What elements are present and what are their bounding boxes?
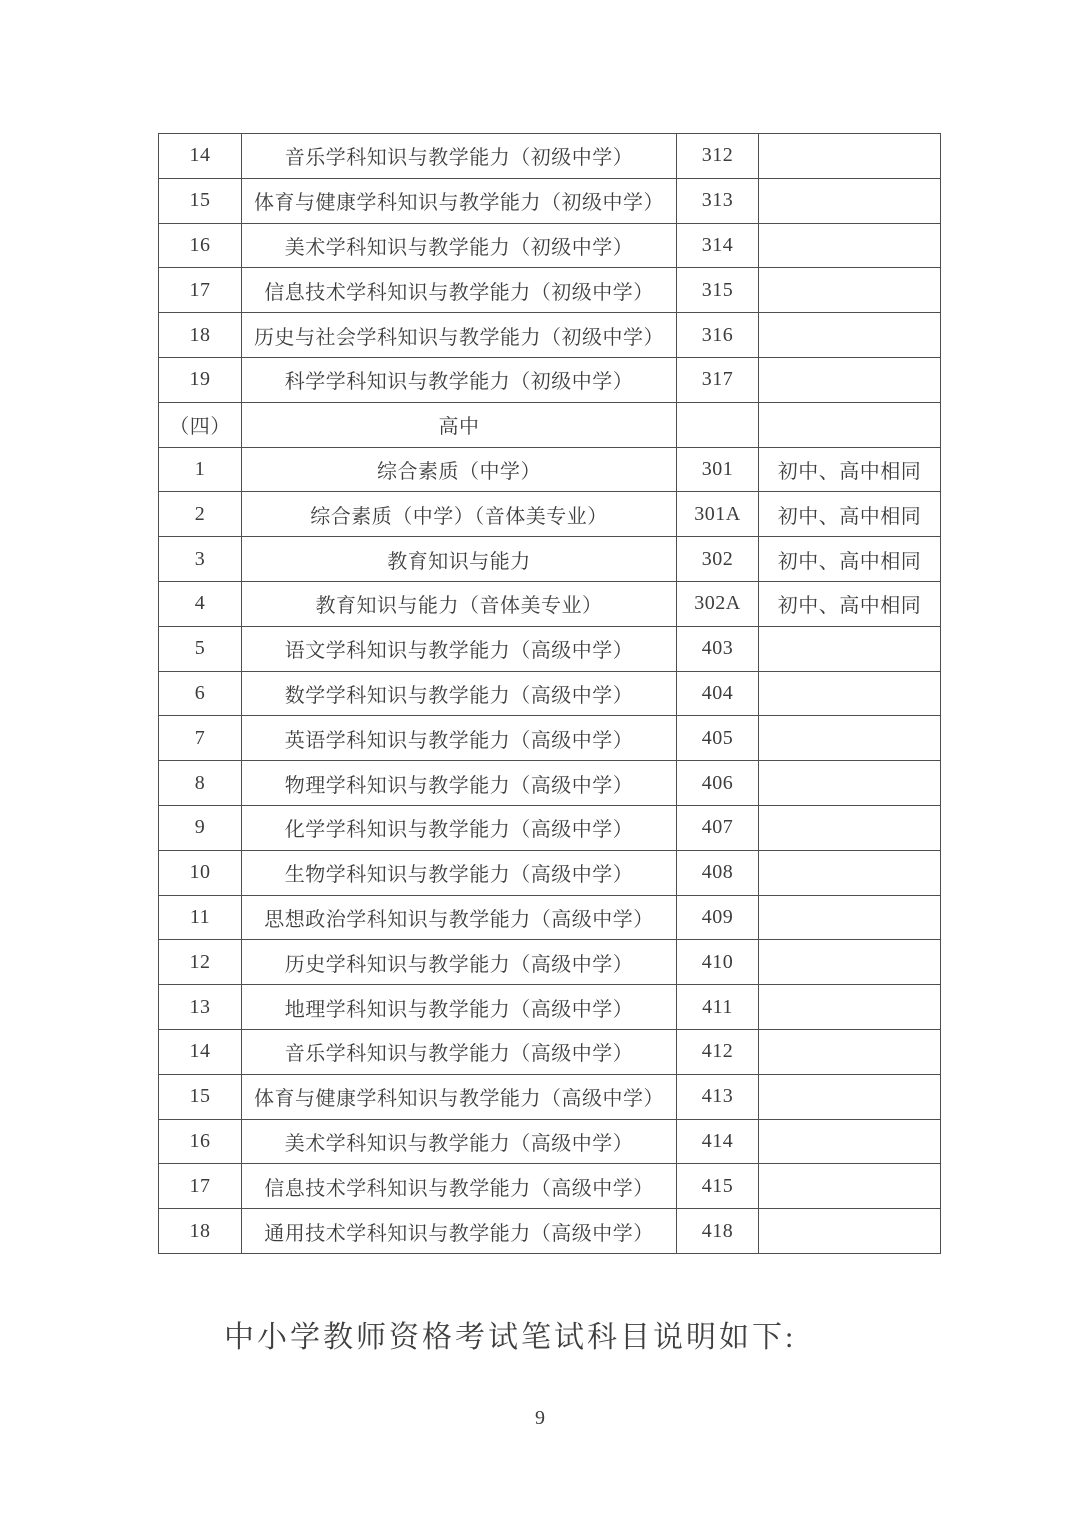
row-number-cell: 14: [159, 1029, 242, 1074]
subject-name-cell: 教育知识与能力: [242, 537, 677, 582]
subject-name-cell: 美术学科知识与教学能力（高级中学）: [242, 1119, 677, 1164]
subject-name-cell: 综合素质（中学）（音体美专业）: [242, 492, 677, 537]
page-number: 9: [535, 1407, 545, 1429]
table-row: [159, 313, 941, 358]
remark-cell: [759, 850, 941, 895]
subject-name-cell: 化学学科知识与教学能力（高级中学）: [242, 805, 677, 850]
row-number-cell: 15: [159, 1074, 242, 1119]
row-number-cell: 17: [159, 268, 242, 313]
subject-name-cell: 音乐学科知识与教学能力（初级中学）: [242, 134, 677, 179]
row-number-cell: 16: [159, 1119, 242, 1164]
subject-name-cell: 物理学科知识与教学能力（高级中学）: [242, 761, 677, 806]
remark-cell: [759, 940, 941, 985]
row-number-cell: 18: [159, 1209, 242, 1254]
subject-code-cell: 415: [677, 1164, 759, 1209]
remark-cell: [759, 313, 941, 358]
row-number-cell: 6: [159, 671, 242, 716]
subject-code-cell: 302A: [677, 581, 759, 626]
row-number-cell: 10: [159, 850, 242, 895]
table-row: [159, 761, 941, 806]
table-row: [159, 671, 941, 716]
remark-cell: [759, 178, 941, 223]
remark-cell: [759, 268, 941, 313]
subject-name-cell: 生物学科知识与教学能力（高级中学）: [242, 850, 677, 895]
subject-name-cell: 信息技术学科知识与教学能力（高级中学）: [242, 1164, 677, 1209]
row-number-cell: 1: [159, 447, 242, 492]
subject-code-cell: 409: [677, 895, 759, 940]
subject-code-cell: 418: [677, 1209, 759, 1254]
subject-code-cell: 301: [677, 447, 759, 492]
row-number-cell: 9: [159, 805, 242, 850]
subject-name-cell: 科学学科知识与教学能力（初级中学）: [242, 357, 677, 402]
subject-name-cell: 数学学科知识与教学能力（高级中学）: [242, 671, 677, 716]
written-exam-subjects-note: 中小学教师资格考试笔试科目说明如下:: [224, 1321, 797, 1354]
subject-code-cell: 405: [677, 716, 759, 761]
subject-code-cell: 314: [677, 223, 759, 268]
subject-name-cell: 教育知识与能力（音体美专业）: [242, 581, 677, 626]
subject-name-cell: 美术学科知识与教学能力（初级中学）: [242, 223, 677, 268]
subject-name-cell: 通用技术学科知识与教学能力（高级中学）: [242, 1209, 677, 1254]
row-number-cell: 14: [159, 134, 242, 179]
remark-cell: [759, 895, 941, 940]
row-number-cell: 13: [159, 985, 242, 1030]
row-number-cell: 8: [159, 761, 242, 806]
remark-cell: [759, 805, 941, 850]
subject-code-cell: 302: [677, 537, 759, 582]
subject-code-cell: 412: [677, 1029, 759, 1074]
remark-cell: 初中、高中相同: [759, 581, 941, 626]
subject-name-cell: 语文学科知识与教学能力（高级中学）: [242, 626, 677, 671]
subject-name-cell: 思想政治学科知识与教学能力（高级中学）: [242, 895, 677, 940]
remark-cell: [759, 1119, 941, 1164]
table-row: [159, 492, 941, 537]
exam-subjects-table: [158, 133, 941, 1254]
subject-code-cell: 403: [677, 626, 759, 671]
row-number-cell: 18: [159, 313, 242, 358]
subject-name-cell: 英语学科知识与教学能力（高级中学）: [242, 716, 677, 761]
table-row: [159, 805, 941, 850]
table-row: [159, 447, 941, 492]
remark-cell: [759, 1209, 941, 1254]
remark-cell: [759, 223, 941, 268]
table-row: [159, 1119, 941, 1164]
remark-cell: [759, 1074, 941, 1119]
row-number-cell: 16: [159, 223, 242, 268]
row-number-cell: 11: [159, 895, 242, 940]
subject-code-cell: 413: [677, 1074, 759, 1119]
subject-code-cell: 408: [677, 850, 759, 895]
subject-code-cell: 312: [677, 134, 759, 179]
subject-code-cell: 316: [677, 313, 759, 358]
exam-subjects-table-body: [159, 134, 941, 1254]
table-row: [159, 716, 941, 761]
table-row: [159, 1209, 941, 1254]
table-row: [159, 1074, 941, 1119]
subject-name-cell: 信息技术学科知识与教学能力（初级中学）: [242, 268, 677, 313]
subject-code-cell: [677, 402, 759, 447]
table-row: [159, 178, 941, 223]
remark-cell: [759, 985, 941, 1030]
remark-cell: [759, 357, 941, 402]
subject-name-cell: 音乐学科知识与教学能力（高级中学）: [242, 1029, 677, 1074]
subject-code-cell: 414: [677, 1119, 759, 1164]
row-number-cell: 7: [159, 716, 242, 761]
subject-code-cell: 411: [677, 985, 759, 1030]
subject-code-cell: 313: [677, 178, 759, 223]
table-row: [159, 581, 941, 626]
subject-name-cell: 体育与健康学科知识与教学能力（高级中学）: [242, 1074, 677, 1119]
table-row: [159, 1029, 941, 1074]
subject-code-cell: 407: [677, 805, 759, 850]
remark-cell: 初中、高中相同: [759, 537, 941, 582]
remark-cell: [759, 761, 941, 806]
table-row: [159, 357, 941, 402]
subject-name-cell: 体育与健康学科知识与教学能力（初级中学）: [242, 178, 677, 223]
table-row: [159, 850, 941, 895]
subject-code-cell: 317: [677, 357, 759, 402]
remark-cell: [759, 671, 941, 716]
subject-code-cell: 301A: [677, 492, 759, 537]
remark-cell: [759, 626, 941, 671]
remark-cell: [759, 134, 941, 179]
subject-name-cell: 历史与社会学科知识与教学能力（初级中学）: [242, 313, 677, 358]
subject-code-cell: 406: [677, 761, 759, 806]
subject-code-cell: 404: [677, 671, 759, 716]
table-row: [159, 537, 941, 582]
table-row: [159, 940, 941, 985]
table-row: [159, 626, 941, 671]
table-row: [159, 1164, 941, 1209]
row-number-cell: 2: [159, 492, 242, 537]
subject-code-cell: 315: [677, 268, 759, 313]
remark-cell: [759, 402, 941, 447]
remark-cell: [759, 716, 941, 761]
subject-name-cell: 地理学科知识与教学能力（高级中学）: [242, 985, 677, 1030]
row-number-cell: 3: [159, 537, 242, 582]
table-row: [159, 985, 941, 1030]
remark-cell: 初中、高中相同: [759, 447, 941, 492]
row-number-cell: 19: [159, 357, 242, 402]
subject-name-cell: 综合素质（中学）: [242, 447, 677, 492]
row-number-cell: （四）: [159, 402, 242, 447]
row-number-cell: 17: [159, 1164, 242, 1209]
remark-cell: [759, 1029, 941, 1074]
row-number-cell: 4: [159, 581, 242, 626]
row-number-cell: 15: [159, 178, 242, 223]
row-number-cell: 12: [159, 940, 242, 985]
table-row: [159, 895, 941, 940]
remark-cell: 初中、高中相同: [759, 492, 941, 537]
table-row: [159, 134, 941, 179]
remark-cell: [759, 1164, 941, 1209]
table-row: [159, 223, 941, 268]
subject-name-cell: 高中: [242, 402, 677, 447]
subject-code-cell: 410: [677, 940, 759, 985]
table-row: [159, 268, 941, 313]
subject-name-cell: 历史学科知识与教学能力（高级中学）: [242, 940, 677, 985]
table-row: [159, 402, 941, 447]
row-number-cell: 5: [159, 626, 242, 671]
